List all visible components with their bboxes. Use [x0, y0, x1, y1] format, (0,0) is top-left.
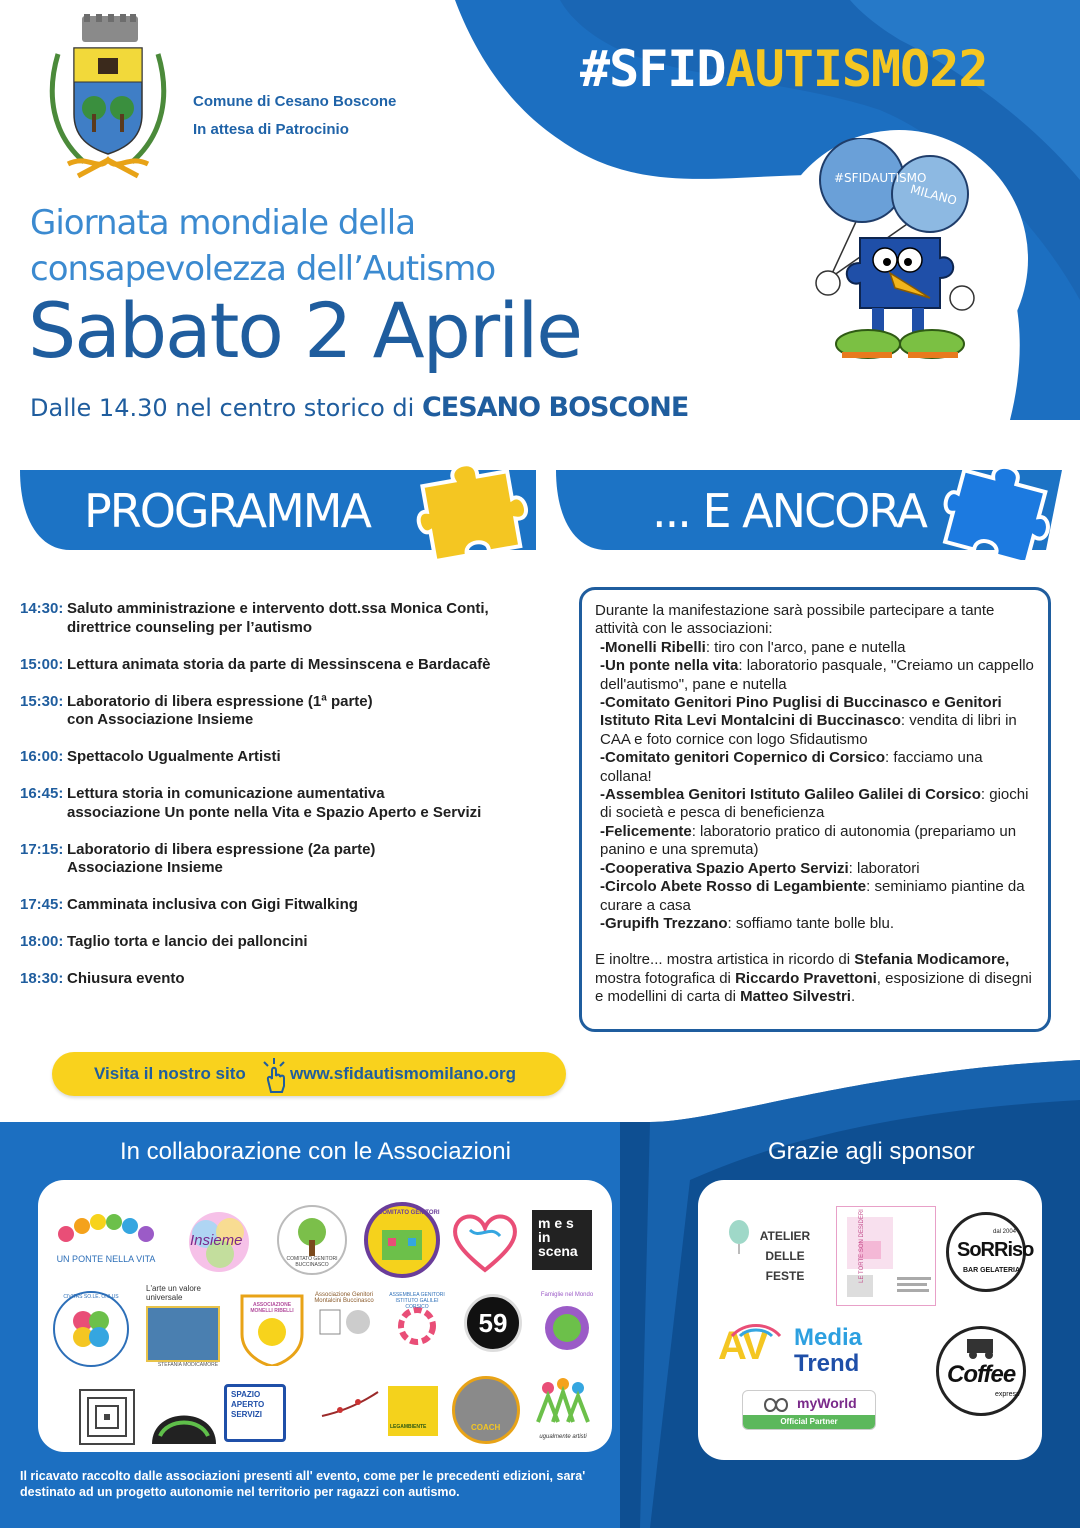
myworld-badge	[742, 1390, 876, 1430]
program-description-line1: Chiusura evento	[67, 970, 185, 987]
program-description-line1: Laboratorio di libera espressione (2a parte)	[67, 840, 376, 858]
program-description	[67, 600, 489, 637]
outro-end: .	[850, 988, 856, 1006]
coffee-text: Coffee	[947, 1361, 1016, 1388]
program-item	[20, 896, 550, 915]
footer-note: Il ricavato raccolto dalle associazioni presenti all' evento, come per le precedenti edizioni, sara' destinato ad un progetto autonomie nel territorio per ragazzi con autismo.	[20, 1469, 586, 1499]
event-time-place	[30, 392, 688, 424]
program-time: 18:00:	[20, 933, 64, 950]
program-description	[67, 785, 481, 822]
av-media-trend-logo	[718, 1320, 898, 1440]
visit-label: Visita il nostro sito	[94, 1064, 246, 1083]
le-torte-son-desideri-logo	[836, 1206, 936, 1306]
media-text: Media	[794, 1324, 863, 1351]
program-description-line1: Spettacolo Ugualmente Artisti	[67, 748, 281, 765]
activity-item	[595, 657, 1036, 694]
program-list	[20, 600, 550, 1007]
activity-organizer: -Un ponte nella vita	[600, 657, 739, 675]
puzzle-mascot-illustration	[790, 138, 1010, 368]
activity-description: : laboratori	[848, 859, 920, 877]
outro-mid-2: , esposizione di disegni e modellini di carta di	[595, 969, 1032, 1006]
cesano-boscone-crest	[44, 14, 172, 184]
sorriso-since-text: dal 2004	[993, 1229, 1017, 1235]
decorative-branch-logo	[320, 1386, 380, 1426]
official-partner-text: Official Partner	[743, 1415, 875, 1429]
program-time: 15:00:	[20, 655, 64, 673]
insieme-logo	[184, 1210, 254, 1274]
activity-organizer: -Felicemente	[600, 822, 692, 840]
activity-item	[595, 823, 1036, 860]
hashtag-part-yellow: AUTISMO22	[725, 40, 988, 98]
activity-item	[595, 786, 1036, 823]
famiglie-nel-mondo-logo	[536, 1290, 598, 1360]
sorriso-text: SoRRiso	[957, 1239, 1034, 1261]
hands-icon	[46, 1210, 166, 1250]
activity-organizer: -Comitato genitori Copernico di Corsico	[600, 749, 886, 767]
activity-organizer: -Cooperativa Spazio Aperto Servizi	[600, 859, 849, 877]
montalcini-text: Associazione Genitori Montalcini Buccinasco	[314, 1292, 374, 1304]
activity-item	[595, 749, 1036, 786]
activity-organizer: -Grupifh Trezzano	[600, 914, 728, 932]
fitwalking-coach-logo	[452, 1376, 520, 1444]
patronage-status: In attesa di Patrocinio	[193, 121, 349, 138]
torte-text: LE TORTE SON DESIDERI	[858, 1209, 865, 1283]
activity-organizer: -Assemblea Genitori Istituto Galileo Galilei di Corsico	[600, 786, 981, 804]
spazio-aperto-servizi-logo	[224, 1384, 286, 1442]
felicemente-logo	[450, 1210, 520, 1274]
program-description	[67, 933, 308, 952]
event-title-line2: consapevolezza dell’Autismo	[30, 249, 496, 289]
municipality-name: Comune di Cesano Boscone	[193, 93, 397, 110]
time-place-prefix: Dalle 14.30 nel centro storico di	[30, 394, 415, 422]
program-description-line2: direttrice counseling per l’autismo	[67, 618, 313, 636]
website-url[interactable]: www.sfidautismomilano.org	[290, 1064, 517, 1083]
program-description	[67, 748, 281, 767]
sponsors-title: Grazie agli sponsor	[768, 1138, 975, 1165]
program-description-line1: Saluto amministrazione e intervento dott.ssa Monica Conti,	[67, 600, 489, 617]
activity-description: : soffiamo tante bolle blu.	[727, 914, 894, 932]
program-item	[20, 970, 550, 989]
myworld-text: myWorld	[797, 1395, 857, 1411]
program-description-line1: Taglio torta e lancio dei palloncini	[67, 933, 308, 950]
program-time: 15:30:	[20, 692, 64, 710]
program-time: 14:30:	[20, 600, 64, 617]
municipality-info	[193, 88, 396, 144]
activity-item	[595, 878, 1036, 915]
ponte-nella-vita-logo	[46, 1210, 166, 1270]
atelier-delle-feste-logo	[728, 1220, 818, 1300]
event-date: Sabato 2 Aprile	[28, 286, 582, 375]
av-text: AV	[718, 1324, 767, 1368]
coach-text: COACH	[471, 1423, 501, 1432]
balloon-right-text: MILANO	[908, 182, 959, 208]
program-description-line2: associazione Un ponte nella Vita e Spazio Aperto e Servizi	[67, 803, 482, 821]
sorriso-sub-text: BAR GELATERIA	[963, 1267, 1021, 1274]
program-item	[20, 693, 550, 730]
blue-puzzle-icon	[940, 456, 1054, 560]
famiglie-text: Famiglie nel Mondo	[540, 1292, 594, 1298]
program-time: 17:15:	[20, 840, 64, 858]
comitato-1-text: COMITATO GENITORI BUCCINASCO	[286, 1256, 338, 1268]
monelli-ribelli-logo	[238, 1286, 306, 1366]
coffee-sub-text: express	[995, 1391, 1020, 1398]
program-item	[20, 841, 550, 878]
activity-organizer: -Comitato Genitori Pino Puglisi di Buccinasco e Genitori Istituto Rita Levi Montalcini di Buccinasco	[600, 694, 1002, 730]
ugualmente-text: ugualmente artisti	[539, 1434, 587, 1440]
hashtag-part-white: #SFID	[580, 40, 726, 98]
visit-website-button[interactable]	[52, 1052, 566, 1096]
program-description-line1: Lettura storia in comunicazione aumentativa	[67, 785, 385, 802]
programma-label: PROGRAMMA	[84, 484, 370, 538]
sorriso-bar-gelateria-logo	[946, 1212, 1034, 1292]
program-description-line2: con Associazione Insieme	[67, 711, 254, 728]
balloon-left-text: #SFIDAUTISMO	[834, 171, 927, 185]
insieme-text: Insieme	[190, 1232, 243, 1249]
assemblea-genitori-galilei-logo	[382, 1290, 452, 1364]
activities-box	[579, 587, 1051, 1032]
labyrinth-logo	[78, 1388, 136, 1446]
activity-item	[595, 694, 1036, 749]
arte-name-text: STEFANIA MODICAMORE	[157, 1362, 219, 1368]
ugualmente-artisti-logo	[532, 1376, 594, 1444]
atelier-text: ATELIER DELLE FESTE	[759, 1229, 811, 1283]
coffee-express-logo	[936, 1326, 1026, 1416]
infinity-icon	[761, 1397, 791, 1413]
activity-description: : tiro con l'arco, pane e nutella	[705, 638, 906, 656]
comitato-genitori-buccinasco-logo	[276, 1204, 348, 1276]
program-item	[20, 933, 550, 952]
activity-item	[595, 915, 1036, 933]
program-description	[67, 896, 358, 915]
arte-title-text: L'arte un valore universale	[146, 1284, 201, 1302]
event-title-line1: Giornata mondiale della	[30, 203, 416, 243]
activities-list	[595, 639, 1036, 934]
program-item	[20, 656, 550, 675]
legambiente-text: LEGAMBIENTE	[390, 1424, 427, 1430]
civitas-text: CIVITAS SO.LE. ONLUS	[63, 1294, 119, 1300]
truck-icon	[963, 1335, 1003, 1361]
program-item	[20, 748, 550, 767]
event-title	[30, 200, 495, 292]
activity-item	[595, 860, 1036, 878]
activity-organizer: -Monelli Ribelli	[600, 638, 706, 656]
program-time: 16:00:	[20, 748, 64, 765]
stefania-modicamore-logo	[146, 1284, 230, 1370]
civitas-logo	[52, 1290, 130, 1368]
activity-description: : seminiamo piantine da curare a casa	[600, 878, 1025, 914]
program-description	[67, 841, 375, 878]
bridge-silhouette-logo	[148, 1386, 220, 1444]
pointer-hand-icon	[258, 1058, 290, 1094]
messinscena-logo	[532, 1210, 592, 1270]
spazio-text: SPAZIO APERTO SERVIZI	[231, 1390, 265, 1419]
associations-title: In collaborazione con le Associazioni	[120, 1138, 511, 1165]
activity-description: : laboratorio pasquale, "Creiamo un cappello dell'autismo", pane e nutella	[600, 657, 1034, 693]
event-hashtag	[580, 40, 987, 98]
ponte-nella-vita-text: UN PONTE NELLA VITA	[56, 1254, 156, 1264]
program-time: 18:30:	[20, 970, 64, 987]
outro-mid: mostra fotografica di	[595, 969, 736, 987]
program-time: 17:45:	[20, 896, 64, 913]
program-description	[67, 970, 185, 989]
monelli-text: ASSOCIAZIONE MONELLI RIBELLI	[250, 1302, 294, 1314]
outro-name-3: Matteo Silvestri	[740, 988, 851, 1006]
program-description	[67, 693, 373, 730]
activity-description: : giochi di società e pesca di beneficienza	[600, 786, 1029, 822]
activity-description: : facciamo una collana!	[600, 749, 983, 785]
activities-intro: Durante la manifestazione sarà possibile partecipare a tante attività con le associazioni:	[595, 602, 995, 638]
program-item	[20, 785, 550, 822]
time-place-city: CESANO BOSCONE	[421, 392, 689, 423]
program-description-line1: Camminata inclusiva con Gigi Fitwalking	[67, 896, 358, 913]
assemblea-text: ASSEMBLEA GENITORI ISTITUTO GALILEI CORSICO	[389, 1292, 445, 1310]
outro-name-1: Stefania Modicamore,	[854, 951, 1010, 969]
activity-organizer: -Circolo Abete Rosso di Legambiente	[600, 878, 867, 896]
sponsors-logo-panel	[698, 1180, 1042, 1460]
comitato-2-text: COMITATO GENITORI	[378, 1210, 440, 1216]
comitato-genitori-copernico-logo	[364, 1202, 440, 1278]
outro-name-2: Riccardo Pravettoni	[735, 969, 877, 987]
activity-description: : vendita di libri in CAA e foto cornice con logo Sfidautismo	[600, 712, 1017, 748]
activity-item	[595, 639, 1036, 657]
outro-prefix: E inoltre... mostra artistica in ricordo di	[595, 951, 855, 969]
program-description	[67, 656, 491, 675]
program-description-line1: Lettura animata storia da parte di Messinscena e Bardacafè	[67, 655, 491, 673]
ancora-label: ... E ANCORA	[652, 484, 926, 538]
yellow-puzzle-icon	[414, 454, 532, 562]
program-item	[20, 600, 550, 637]
program-time: 16:45:	[20, 785, 64, 802]
number-59-logo	[464, 1294, 522, 1352]
associations-logo-panel	[38, 1180, 612, 1452]
program-description-line2: Associazione Insieme	[67, 859, 223, 876]
number-59-text: 59	[478, 1308, 508, 1338]
montalcini-logo	[310, 1292, 378, 1352]
activities-outro	[595, 951, 1036, 1006]
legambiente-logo	[388, 1386, 438, 1436]
trend-text: Trend	[794, 1350, 860, 1377]
messinscena-text: m e s in scena	[538, 1215, 578, 1259]
activity-description: : laboratorio pratico di autonomia (prepariamo un panino e una spremuta)	[600, 822, 1017, 859]
program-description-line1: Laboratorio di libera espressione (1ª parte)	[67, 692, 373, 710]
